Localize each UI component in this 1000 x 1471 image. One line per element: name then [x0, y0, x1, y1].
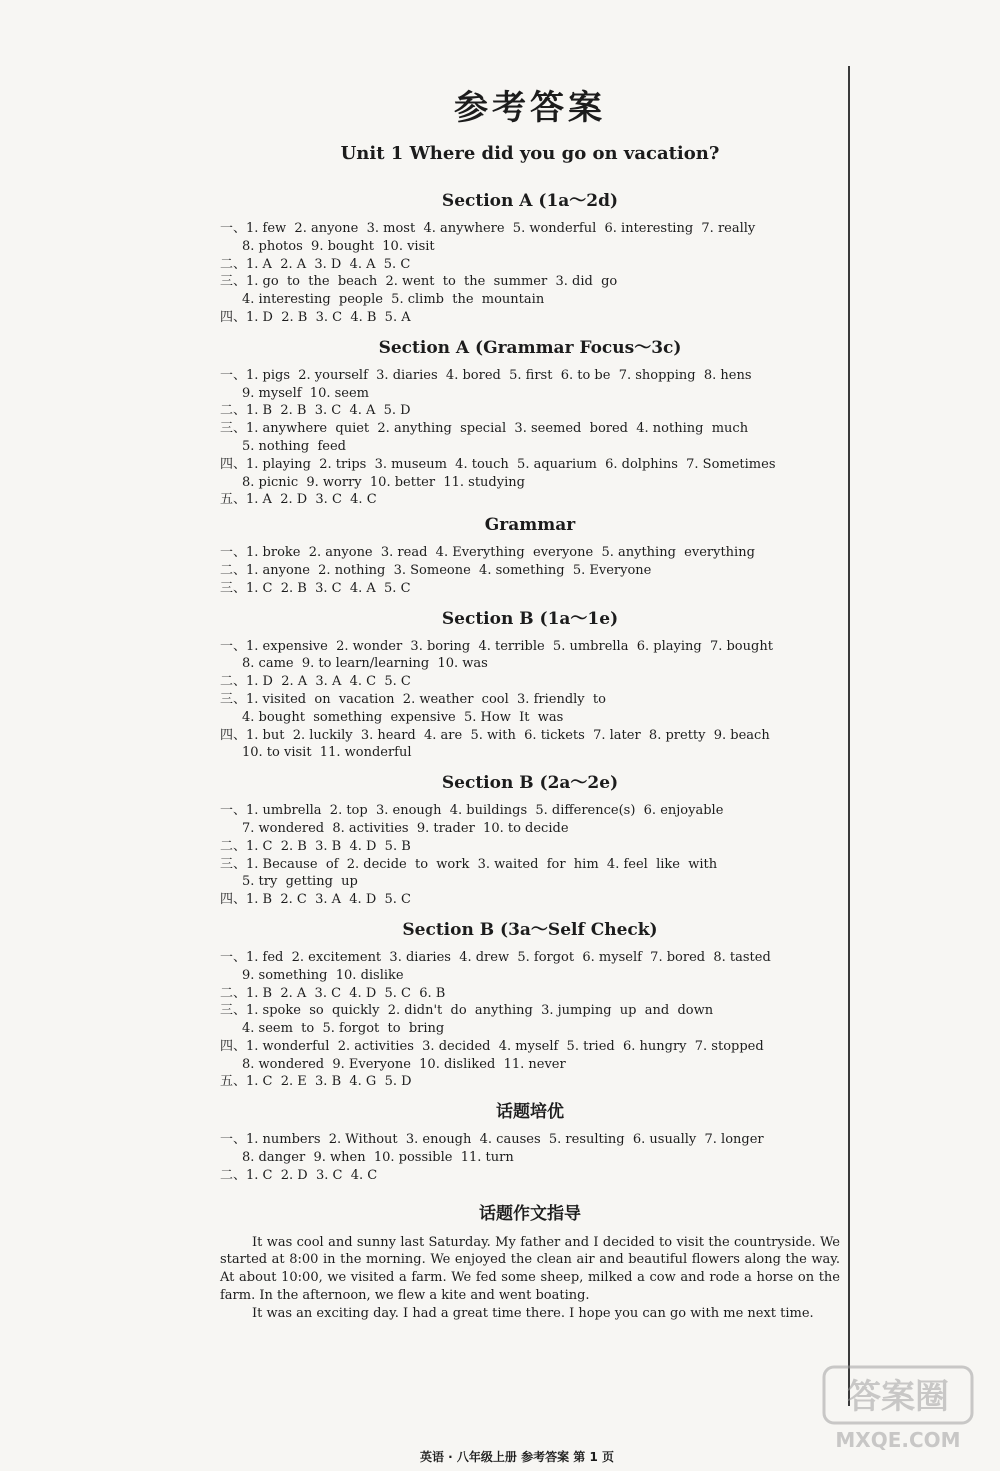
answer-line: 4. seem to 5. forgot to bring: [242, 1021, 445, 1037]
answer-line: 8. picnic 9. worry 10. better 11. studying: [242, 474, 525, 490]
answer-line: 五、1. A 2. D 3. C 4. C: [220, 492, 377, 508]
answer-line: 一、1. numbers 2. Without 3. enough 4. causes 5. resulting 6. usually 7. longer: [220, 1132, 764, 1148]
answer-line: 4. bought something expensive 5. How It was: [242, 709, 564, 725]
answer-section: [220, 604, 840, 763]
answer-line: 三、1. Because of 2. decide to work 3. waited for him 4. feel like with: [220, 856, 718, 872]
answer-line: 4. interesting people 5. climb the mountain: [242, 292, 545, 308]
essay-title: 话题作文指导: [479, 1203, 581, 1224]
answer-section: [220, 333, 840, 509]
answer-line: 一、1. broke 2. anyone 3. read 4. Everything everyone 5. anything everything: [220, 545, 755, 561]
answer-line: 一、1. expensive 2. wonder 3. boring 4. terrible 5. umbrella 6. playing 7. bought: [220, 638, 773, 654]
answer-line: 二、1. C 2. B 3. B 4. D 5. B: [220, 838, 411, 854]
answer-section: [220, 1097, 840, 1184]
answer-line: 四、1. but 2. luckily 3. heard 4. are 5. with 6. tickets 7. later 8. pretty 9. beach: [220, 727, 770, 743]
answer-line: 一、1. pigs 2. yourself 3. diaries 4. bored 5. first 6. to be 7. shopping 8. hens: [220, 367, 752, 383]
answer-section: [220, 515, 840, 597]
answer-line: 三、1. C 2. B 3. C 4. A 5. C: [220, 580, 411, 596]
answer-line: 8. came 9. to learn/learning 10. was: [242, 656, 488, 672]
answer-line: 二、1. B 2. B 3. C 4. A 5. D: [220, 403, 411, 419]
answer-line: 四、1. wonderful 2. activities 3. decided 4. myself 5. tried 6. hungry 7. stopped: [220, 1038, 764, 1054]
answer-sections: [220, 186, 840, 1185]
answer-line: 二、1. D 2. A 3. A 4. C 5. C: [220, 674, 411, 690]
answer-section: [220, 768, 840, 909]
section-title: Section B (1a～1e): [441, 608, 619, 629]
section-title: Section A (Grammar Focus～3c): [378, 337, 682, 358]
answer-line: 9. something 10. dislike: [242, 967, 404, 983]
answer-line: 四、1. B 2. C 3. A 4. D 5. C: [220, 892, 411, 908]
answer-line: 五、1. C 2. E 3. B 4. G 5. D: [220, 1074, 412, 1090]
answer-line: 四、1. playing 2. trips 3. museum 4. touch 5. aquarium 6. dolphins 7. Sometimes: [220, 456, 776, 472]
section-title: Section B (3a～Self Check): [402, 919, 658, 940]
answer-line: 二、1. C 2. D 3. C 4. C: [220, 1167, 378, 1183]
answer-line: 8. wondered 9. Everyone 10. disliked 11. never: [242, 1056, 566, 1072]
answer-line: 一、1. few 2. anyone 3. most 4. anywhere 5. wonderful 6. interesting 7. really: [220, 221, 756, 236]
answer-line: 一、1. fed 2. excitement 3. diaries 4. drew 5. forgot 6. myself 7. bored 8. tasted: [220, 949, 771, 965]
answer-line: 三、1. anywhere quiet 2. anything special 3. seemed bored 4. nothing much: [220, 421, 749, 437]
answer-line: 7. wondered 8. activities 9. trader 10. to decide: [242, 820, 569, 836]
section-title: Section B (2a～2e): [441, 773, 619, 794]
essay-paragraph: It was an exciting day. I had a great time there. I hope you can go with me next time.: [252, 1305, 814, 1321]
section-title: 话题培优: [496, 1102, 564, 1123]
answer-line: 三、1. go to the beach 2. went to the summer 3. did go: [220, 274, 618, 290]
answer-section: [220, 186, 840, 327]
answer-line: 5. nothing feed: [242, 438, 346, 454]
answer-line: 二、1. B 2. A 3. C 4. D 5. C 6. B: [220, 985, 446, 1001]
answer-line: 三、1. spoke so quickly 2. didn't do anything 3. jumping up and down: [220, 1003, 714, 1019]
page-title: 参考答案: [454, 88, 606, 128]
section-title: Grammar: [484, 515, 576, 536]
answer-line: 四、1. D 2. B 3. C 4. B 5. A: [220, 309, 411, 325]
watermark-icon: [820, 1361, 976, 1453]
answer-line: 二、1. A 2. A 3. D 4. A 5. C: [220, 256, 411, 272]
svg-text:MXQE.COM: MXQE.COM: [835, 1428, 961, 1452]
answer-key-page: [220, 70, 840, 1323]
answer-line: 10. to visit 11. wonderful: [242, 745, 412, 761]
answer-line: 一、1. umbrella 2. top 3. enough 4. buildings 5. difference(s) 6. enjoyable: [220, 803, 724, 819]
answer-line: 9. myself 10. seem: [242, 385, 369, 401]
answer-line: 二、1. anyone 2. nothing 3. Someone 4. something 5. Everyone: [220, 562, 652, 578]
essay-paragraph: It was cool and sunny last Saturday. My father and I decided to visit the countryside. We started at 8:00 in the morning. We enjoyed the clean air and beautiful flowers along the way. At about 10:00, we visited a farm. We fed some sheep, milked a cow and rode a horse on the farm. In the afternoon, we flew a kite and went boating.: [220, 1234, 840, 1304]
answer-line: 8. photos 9. bought 10. visit: [242, 238, 435, 254]
svg-text:答案圈: 答案圈: [847, 1377, 949, 1417]
watermark-logo: [820, 1361, 976, 1453]
answer-line: 5. try getting up: [242, 874, 358, 890]
page-divider-rule: [848, 66, 850, 1406]
answer-section: [220, 915, 840, 1091]
essay-block: [220, 1199, 840, 1323]
page-footer: 英语 · 八年级上册 参考答案 第 1 页: [420, 1450, 614, 1464]
section-title: Section A (1a～2d): [441, 191, 619, 211]
answer-line: 三、1. visited on vacation 2. weather cool 3. friendly to: [220, 691, 606, 707]
unit-heading: Unit 1 Where did you go on vacation?: [340, 143, 720, 164]
answer-line: 8. danger 9. when 10. possible 11. turn: [242, 1150, 514, 1166]
